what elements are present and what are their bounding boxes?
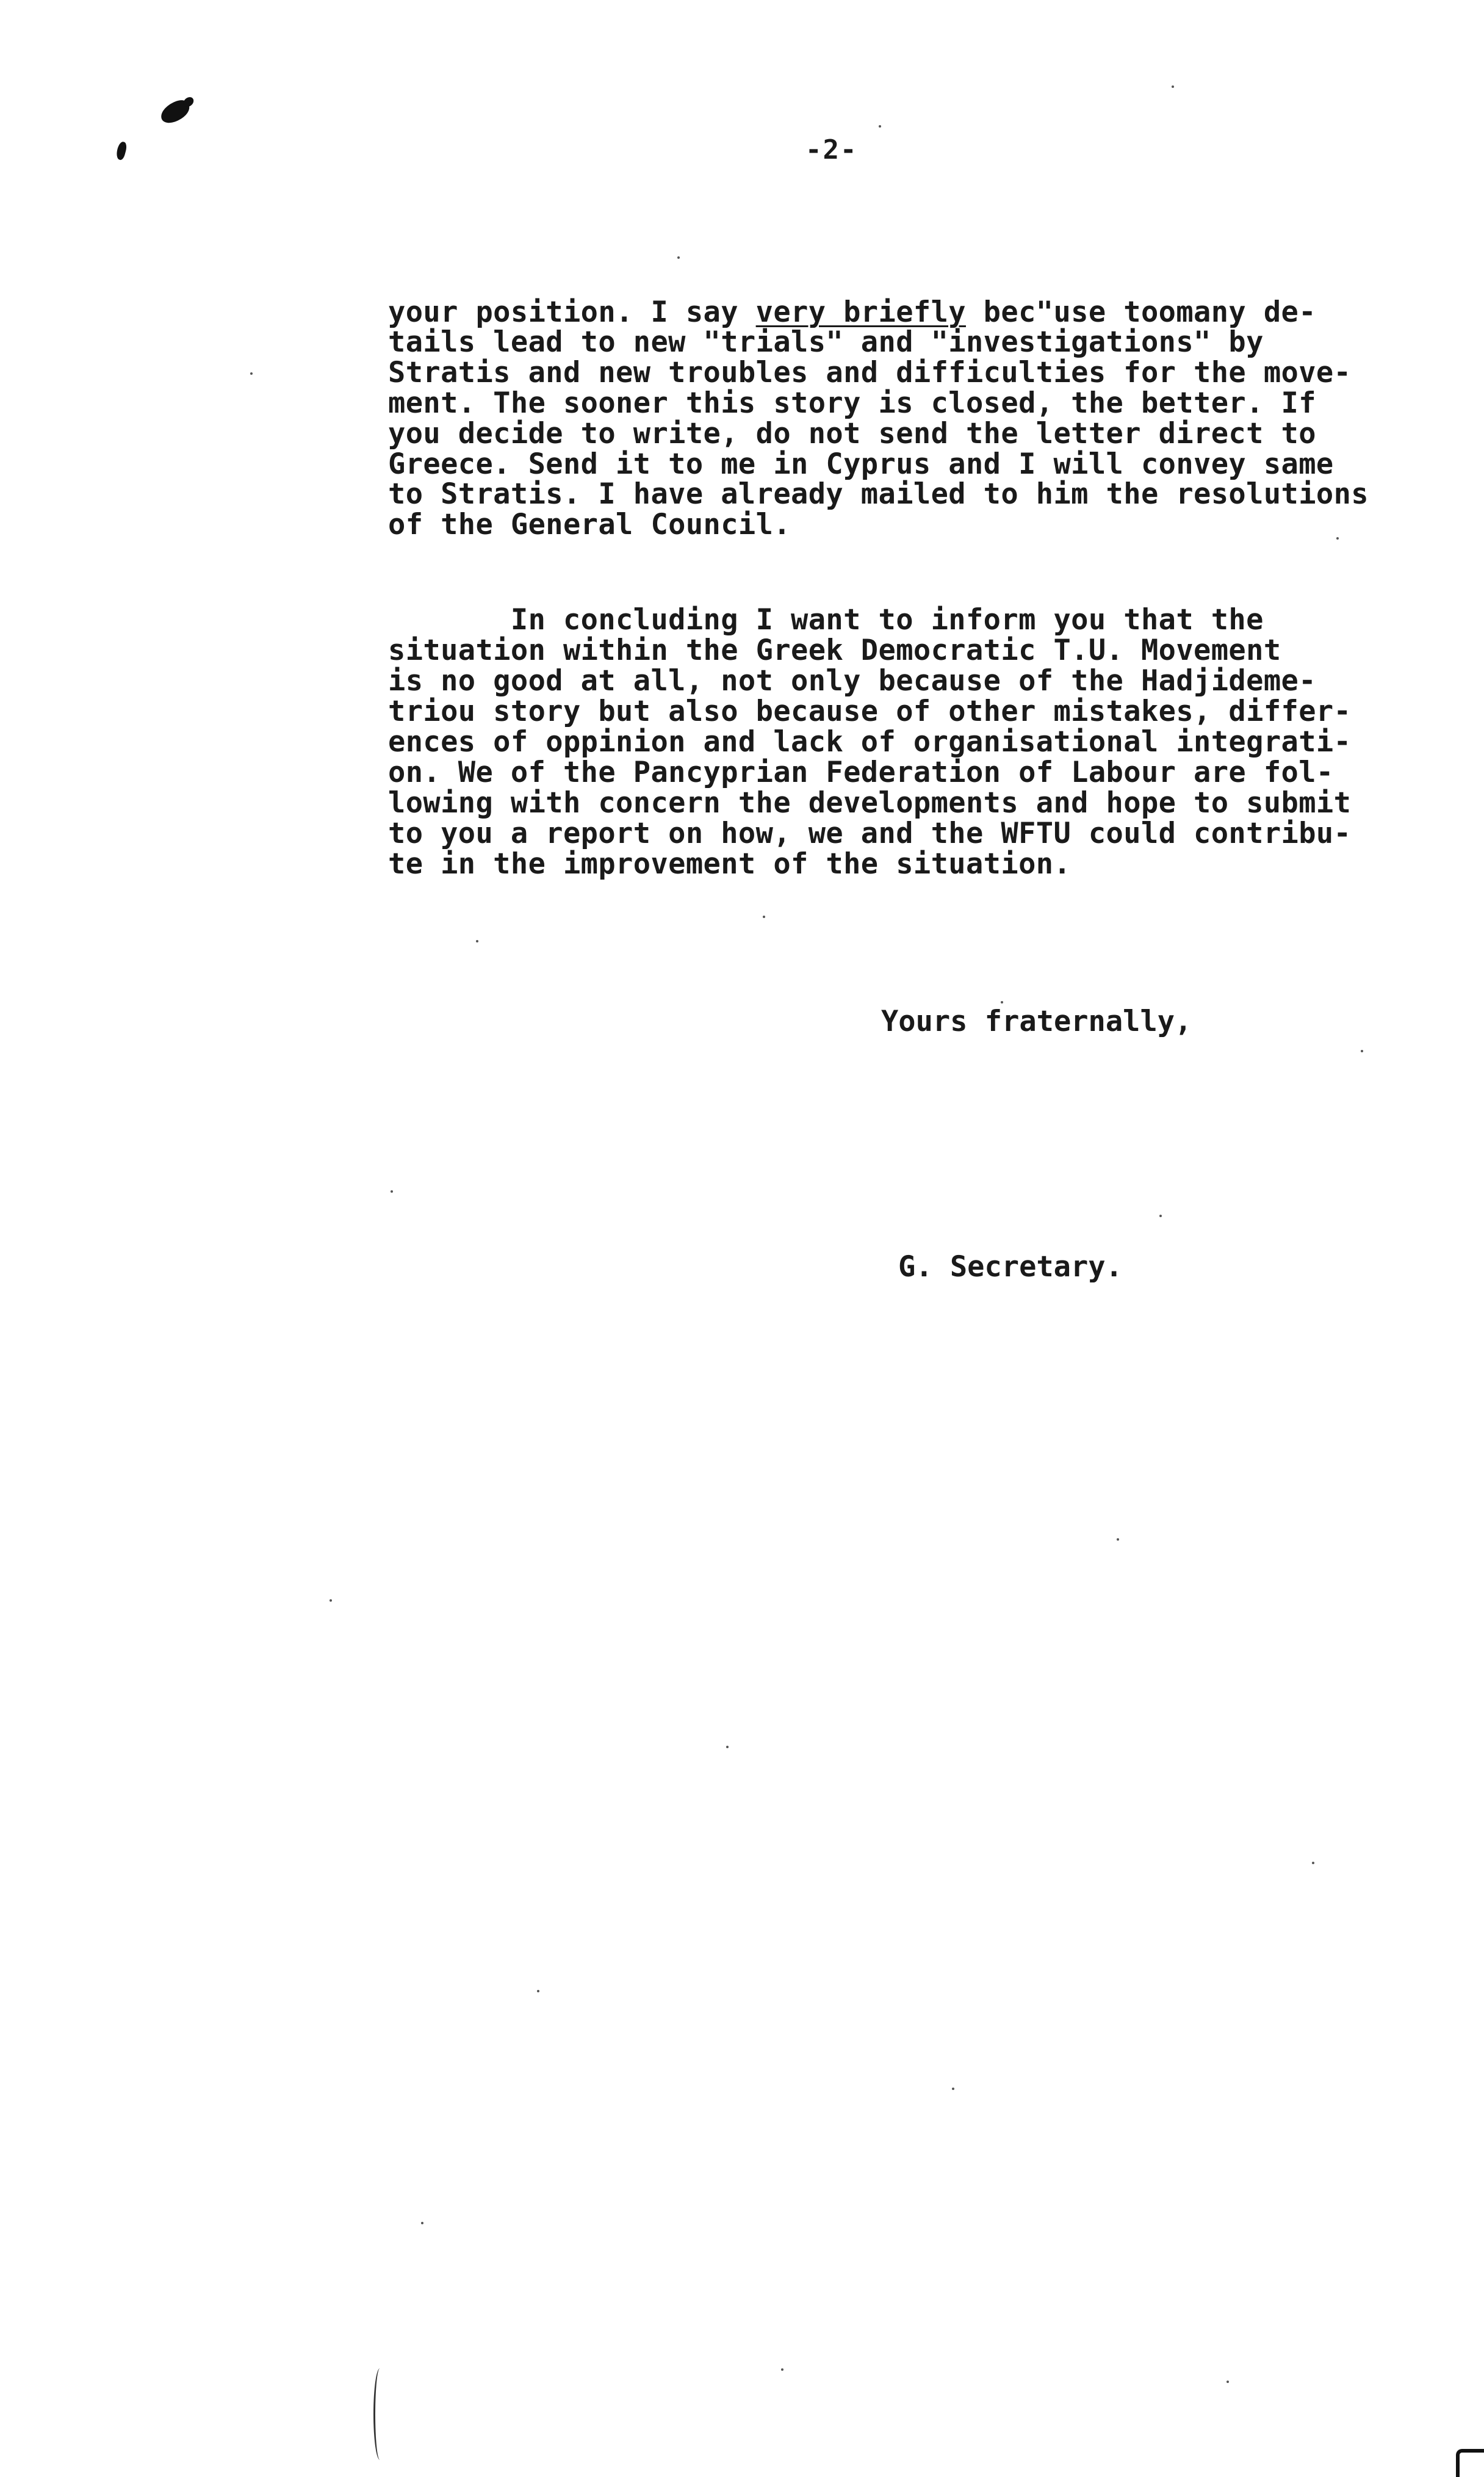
paper-speck xyxy=(781,2368,783,2371)
signature-title: G. Secretary. xyxy=(898,1250,1123,1284)
paper-speck xyxy=(476,940,478,942)
underlined-text: very briefly xyxy=(755,295,966,329)
paper-speck xyxy=(1336,537,1339,540)
text-line: Greece. Send it to me in Cyprus and I will convey same xyxy=(388,447,1334,481)
paper-speck xyxy=(1001,1001,1003,1003)
page-number: -2- xyxy=(805,134,858,165)
paper-speck xyxy=(1312,1862,1314,1864)
text-line: lowing with concern the developments and hope to submit xyxy=(388,786,1352,820)
text-line: In concluding I want to inform you that the xyxy=(388,603,1264,637)
text-line: te in the improvement of the situation. xyxy=(388,847,1072,881)
ink-smudge xyxy=(115,141,128,161)
text-line: of the General Council. xyxy=(388,508,791,541)
paper-speck xyxy=(879,125,881,128)
paper-speck xyxy=(1172,85,1174,88)
margin-bracket-mark xyxy=(373,2368,386,2460)
text-line: ment. The sooner this story is closed, the better. If xyxy=(388,386,1316,420)
text-line: Stratis and new troubles and difficulties for the move- xyxy=(388,356,1352,389)
text-line: to Stratis. I have already mailed to him the resolutions xyxy=(388,477,1369,511)
paper-speck xyxy=(250,372,253,375)
paper-speck xyxy=(1226,2381,1229,2383)
closing-salutation: Yours fraternally, xyxy=(881,1005,1192,1038)
paper-speck xyxy=(1117,1538,1119,1541)
text-line: on. We of the Pancyprian Federation of Labour are fol- xyxy=(388,756,1334,789)
paper-speck xyxy=(330,1599,332,1602)
paper-speck xyxy=(1159,1215,1162,1217)
paper-speck xyxy=(391,1190,393,1193)
text-line: tails lead to new "trials" and "investigations" by xyxy=(388,325,1264,359)
paper-speck xyxy=(677,256,680,259)
text-line: your position. I say very briefly bec"use toomany de- xyxy=(388,295,1316,329)
paper-speck xyxy=(726,1746,729,1748)
paper-speck xyxy=(952,2088,954,2090)
paper-speck xyxy=(1361,1050,1363,1052)
text-line: situation within the Greek Democratic T.U. Movement xyxy=(388,634,1281,667)
corner-fold-mark xyxy=(1456,2449,1484,2477)
text-line: to you a report on how, we and the WFTU could contribu- xyxy=(388,817,1352,850)
paper-speck xyxy=(537,1990,539,1992)
paper-speck xyxy=(763,916,765,918)
text-line: you decide to write, do not send the letter direct to xyxy=(388,417,1316,450)
paper-speck xyxy=(421,2222,423,2224)
text-line: is no good at all, not only because of the Hadjideme- xyxy=(388,664,1316,698)
text-line: triou story but also because of other mistakes, differ- xyxy=(388,695,1352,728)
text-line: ences of oppinion and lack of organisational integrati- xyxy=(388,725,1352,759)
